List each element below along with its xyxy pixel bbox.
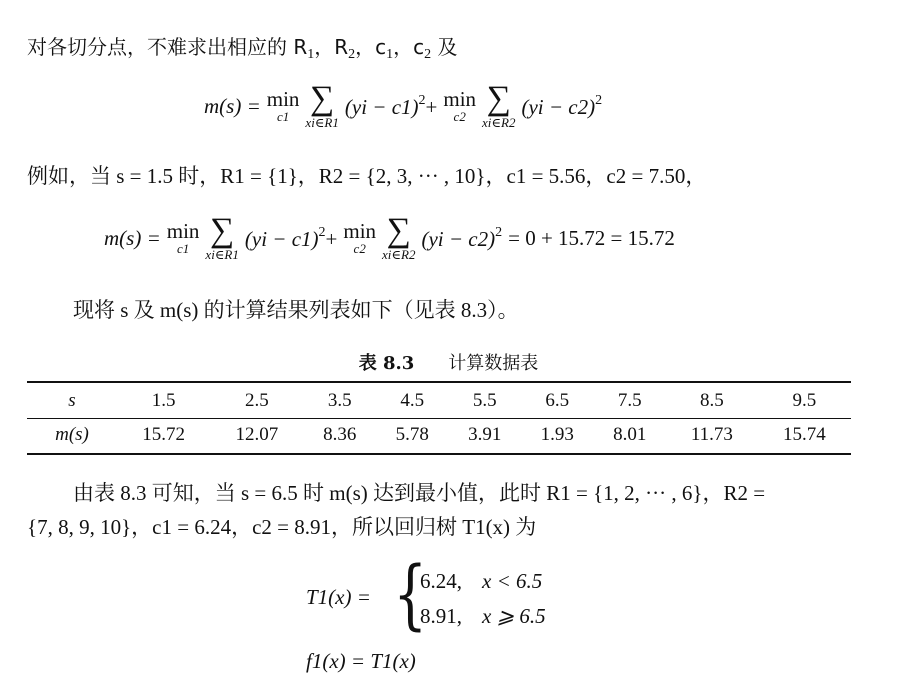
cell-s: 1.5 [151, 390, 176, 411]
table-top-rule [27, 381, 851, 383]
eq1-sum-2 [482, 82, 515, 130]
eq1-sq-2: 2 [595, 92, 603, 108]
cell-ms: 12.07 [235, 424, 279, 445]
eq1-sum-1 [305, 82, 338, 130]
cell-s: 8.5 [700, 390, 724, 411]
eq2-min-sub-1: c1 [176, 241, 190, 256]
eq1-sum-sub-2: xi∈R2 [482, 115, 516, 130]
calculation-table [27, 384, 851, 452]
eq3-case1 [420, 568, 542, 594]
eq4: f1(x) = T1(x) [306, 649, 416, 673]
cell-ms: 5.78 [395, 424, 429, 445]
cell-ms: 8.01 [613, 424, 647, 445]
eq2-sigma-1: ∑ [210, 212, 235, 249]
eq2-sum-1 [205, 214, 238, 262]
cell-s: 3.5 [327, 390, 352, 411]
paragraph-intro [27, 34, 458, 68]
eq1-sq-1: 2 [418, 92, 426, 108]
paragraph-table-intro [73, 297, 519, 323]
table-row-s [27, 384, 851, 418]
eq2-min-word-2: min [343, 219, 377, 243]
table-intro-text: 现将 s 及 m(s) 的计算结果列表如下（见表 8.3）。 [73, 298, 519, 322]
eq2-term-2 [421, 225, 502, 252]
equation-loss-general [204, 82, 608, 130]
eq2-sq-2: 2 [495, 224, 503, 240]
eq2-min-sub-2: c2 [353, 241, 366, 256]
eq1-plus: + [425, 94, 438, 119]
c1-subscript: 1 [386, 47, 394, 62]
intro-sep-a: ，R [314, 35, 349, 59]
eq1-min-word-1: min [266, 87, 300, 111]
cell-ms: 15.72 [142, 424, 185, 445]
table-number: 表 8.3 [358, 353, 415, 374]
row-header-ms: m(s) [55, 424, 89, 445]
example-text: 例如，当 s = 1.5 时，R1 = {1}，R2 = {2, 3, ··· , 10}，c1 = 5.56，c2 = 7.50， [27, 164, 707, 188]
cell-ms: 8.36 [323, 424, 357, 445]
eq1-min-sub-2: c2 [453, 109, 466, 124]
case1-condition: x < 6.5 [482, 569, 543, 593]
eq3-lhs: T1(x) = [306, 585, 371, 609]
cell-ms: 11.73 [690, 424, 733, 445]
eq1-min-word-2: min [443, 87, 477, 111]
table-caption [0, 352, 897, 376]
intro-sep-d: 及 [431, 35, 458, 59]
cell-s: 6.5 [545, 390, 570, 411]
case2-condition: x ⩾ 6.5 [482, 604, 546, 628]
eq2-min-2 [343, 220, 376, 256]
table-row-ms [27, 418, 851, 452]
paragraph-conclusion-line2 [27, 514, 536, 540]
eq2-plus: + [325, 226, 338, 251]
conclusion-line1-text: 由表 8.3 可知，当 s = 6.5 时 m(s) 达到最小值，此时 R1 = {1, 2, ··· , 6}，R2 = [73, 481, 766, 505]
cell-ms: 1.93 [540, 424, 574, 445]
table-title: 计算数据表 [448, 353, 539, 374]
c2-subscript: 2 [424, 47, 432, 62]
eq2-tail: = 0 + 15.72 = 15.72 [508, 225, 675, 250]
eq2-min-1 [167, 220, 200, 256]
eq2-term-1 [245, 225, 337, 252]
equation-loss-example [104, 214, 681, 262]
table-bottom-rule [27, 453, 851, 455]
eq1-term1-text: (yi − c1) [344, 94, 419, 119]
eq2-lhs: m(s) = [104, 225, 161, 250]
eq1-term-2 [521, 93, 602, 120]
row-header-s: s [68, 390, 76, 411]
eq1-min-sub-1: c1 [276, 109, 290, 124]
intro-text: 对各切分点，不难求出相应的 R [27, 35, 308, 59]
intro-sep-b: ，c [355, 35, 387, 59]
cell-s: 4.5 [400, 390, 425, 411]
cell-ms: 15.74 [783, 424, 826, 445]
eq1-sum-sub-1: xi∈R1 [305, 115, 339, 130]
eq3-case2 [420, 603, 546, 629]
eq1-sigma-1: ∑ [310, 80, 335, 117]
eq2-sigma-2: ∑ [386, 212, 411, 249]
eq1-term-1 [345, 93, 437, 120]
r2-subscript: 2 [348, 47, 356, 62]
intro-sep-c: ，c [393, 35, 425, 59]
eq2-sum-sub-1: xi∈R1 [205, 247, 239, 262]
eq1-min-2 [443, 88, 476, 124]
cell-s: 7.5 [617, 390, 642, 411]
r1-subscript: 1 [307, 47, 315, 62]
cell-s: 5.5 [472, 390, 497, 411]
case1-value: 6.24, [420, 569, 462, 593]
cell-s: 9.5 [792, 390, 817, 411]
eq1-sigma-2: ∑ [486, 80, 511, 117]
eq2-min-word-1: min [166, 219, 200, 243]
paragraph-conclusion-line1 [73, 480, 765, 506]
case2-value: 8.91, [420, 604, 462, 628]
eq1-min-1 [267, 88, 300, 124]
eq2-sum-2 [382, 214, 415, 262]
eq2-sum-sub-2: xi∈R2 [382, 247, 416, 262]
cell-s: 2.5 [244, 390, 269, 411]
eq1-lhs: m(s) = [204, 93, 261, 118]
conclusion-line2-text: {7, 8, 9, 10}，c1 = 6.24，c2 = 8.91，所以回归树 T1(x) 为 [27, 515, 537, 539]
piecewise-brace: { [393, 549, 428, 638]
paragraph-example [27, 163, 706, 189]
eq2-sq-1: 2 [318, 224, 326, 240]
eq2-term2-text: (yi − c2) [421, 226, 496, 251]
eq2-term1-text: (yi − c1) [244, 226, 319, 251]
cell-ms: 3.91 [468, 424, 502, 445]
eq1-term2-text: (yi − c2) [521, 94, 596, 119]
